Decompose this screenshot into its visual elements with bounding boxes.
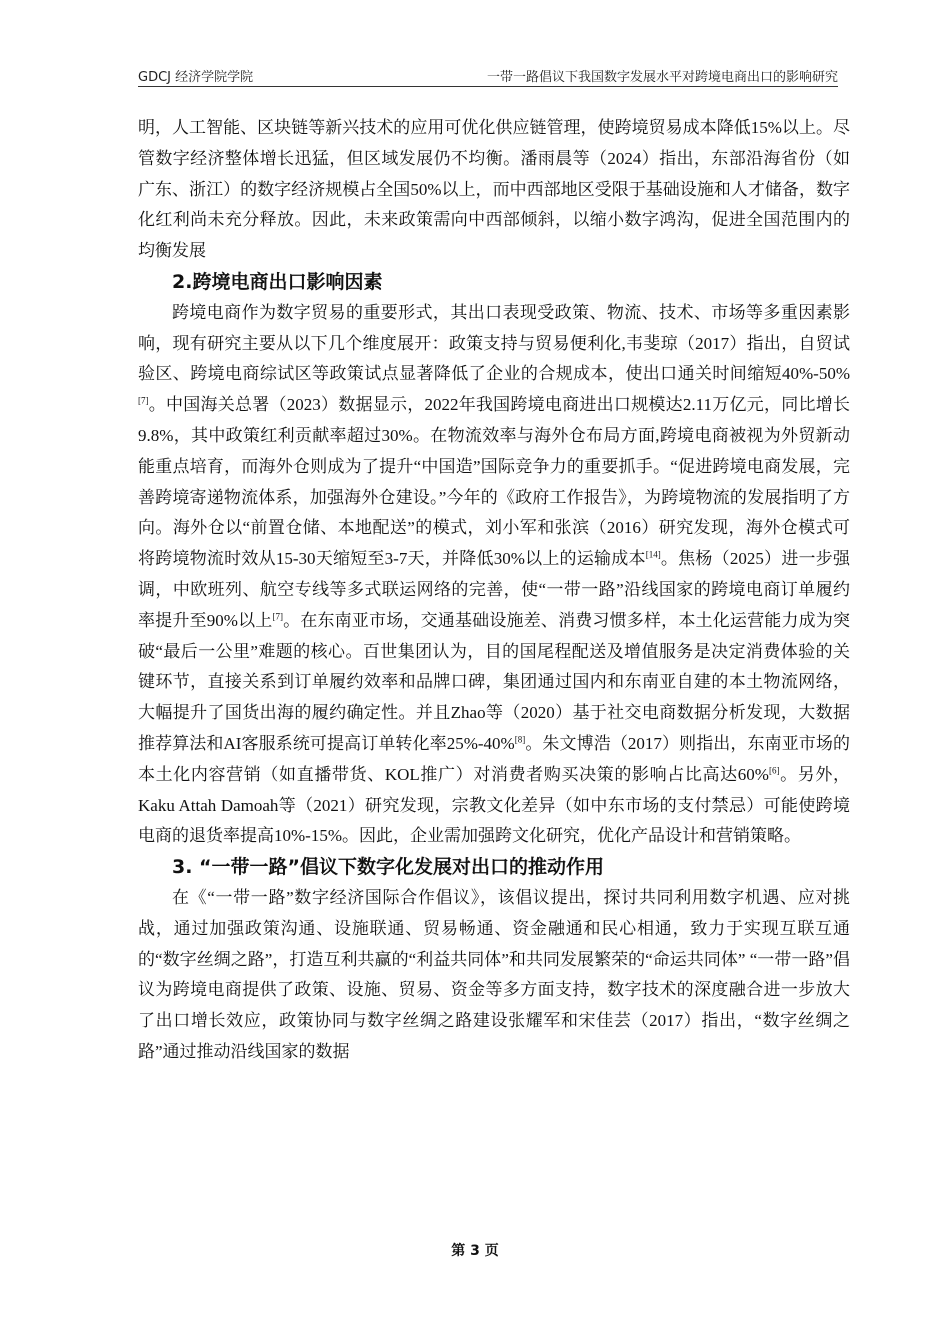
paragraph-2-text-3: 。焦杨（2025）进一步强调，中欧班列、航空专线等多式联运网络的完善，使“一带一路”沿线国家的跨境电商订单履约率提升至90%以上 — [138, 549, 851, 630]
body-content — [138, 113, 850, 1068]
header-right-text: 一带一路倡议下我国数字发展水平对跨境电商出口的影响研究 — [486, 70, 838, 85]
paragraph-2-text-5: 。朱文博浩（2017）则指出，东南亚市场的本土化内容营销（如直播带货、KOL推广）对消费者购买决策的影响占比高达60% — [138, 733, 851, 784]
paragraph-2-text-6: 。另外，Kaku Attah Damoah等（2021）研究发现，宗教文化差异（如中东市场的支付禁忌）可能使跨境电商的退货率提高10%-15%。因此，企业需加强跨文化研究，优化产品设计和营销策略。 — [138, 764, 850, 846]
paragraph-2-text-2: 。中国海关总署（2023）数据显示，2022年我国跨境电商进出口规模达2.11万亿元，同比增长9.8%，其中政策红利贡献率超过30%。在物流效率与海外仓布局方面,跨境电商被视为外贸新动能重点培育，而海外仓则成为了提升“中国造”国际竞争力的重要抓手。“促进跨境电商发展，完善跨境寄递物流体系，加强海外仓建设。”今年的《政府工作报告》，为跨境物流的发展指明了方向。海外仓以“前置仓储、本地配送”的模式，刘小军和张滨（2016）研究发现，海外仓模式可将跨境物流时效从15-30天缩短至3-7天，并降低30%以上的运输成本 — [138, 395, 850, 569]
citation-ref: [6] — [768, 765, 780, 776]
page-header — [138, 66, 838, 86]
citation-ref: [8] — [514, 734, 526, 745]
paragraph-2-text-4: 。在东南亚市场，交通基础设施差、消费习惯多样，本土化运营能力成为突破“最后一公里”难题的核心。百世集团认为，目的国尾程配送及增值服务是决定消费体验的关键环节，直接关系到订单履约效率和品牌口碑，集团通过国内和东南亚自建的本土物流网络，大幅提升了国货出海的履约确定性。并且Zhao等（2020）基于社交电商数据分析发现，大数据推荐算法和AI客服系统可提高订单转化率25%-40% — [138, 610, 850, 753]
citation-ref: [7] — [272, 611, 283, 622]
paragraph-1: 明，人工智能、区块链等新兴技术的应用可优化供应链管理，使跨境贸易成本降低15%以上。尽管数字经济整体增长迅猛，但区域发展仍不均衡。潘雨晨等（2024）指出，东部沿海省份（如广东、浙江）的数字经济规模占全国50%以上，而中西部地区受限于基础设施和人才储备，数字化红利尚未充分释放。因此，未来政策需向中西部倾斜，以缩小数字鸿沟，促进全国范围内的均衡发展 — [138, 118, 850, 261]
citation-ref: [7] — [138, 395, 149, 406]
section-3-heading: 3. “一带一路”倡议下数字化发展对出口的推动作用 — [172, 856, 605, 879]
page-number: 第 3 页 — [451, 1243, 499, 1259]
citation-ref: [14] — [645, 549, 661, 560]
header-rule — [138, 86, 838, 87]
paragraph-2-text-1: 跨境电商作为数字贸易的重要形式，其出口表现受政策、物流、技术、市场等多重因素影响，现有研究主要从以下几个维度展开：政策支持与贸易便利化,韦斐琼（2017）指出，自贸试验区、跨境电商综试区等政策试点显著降低了企业的合规成本，使出口通关时间缩短40%-50% — [138, 302, 850, 384]
paragraph-3: 在《“一带一路”数字经济国际合作倡议》，该倡议提出，探讨共同利用数字机遇、应对挑战，通过加强政策沟通、设施联通、贸易畅通、资金融通和民心相通，致力于实现互联互通的“数字丝绸之路”，打造互利共赢的“利益共同体”和共同发展繁荣的“命运共同体” “一带一路”倡议为跨境电商提供了政策、设施、贸易、资金等多方面支持，数字技术的深度融合进一步放大了出口增长效应，政策协同与数字丝绸之路建设张耀军和宋佳芸（2017）指出，“数字丝绸之路”通过推动沿线国家的数据 — [138, 887, 850, 1061]
paragraph-2 — [138, 298, 850, 852]
header-left-text: GDCJ 经济学院学院 — [138, 70, 254, 85]
section-2-heading: 2.跨境电商出口影响因素 — [172, 270, 383, 293]
